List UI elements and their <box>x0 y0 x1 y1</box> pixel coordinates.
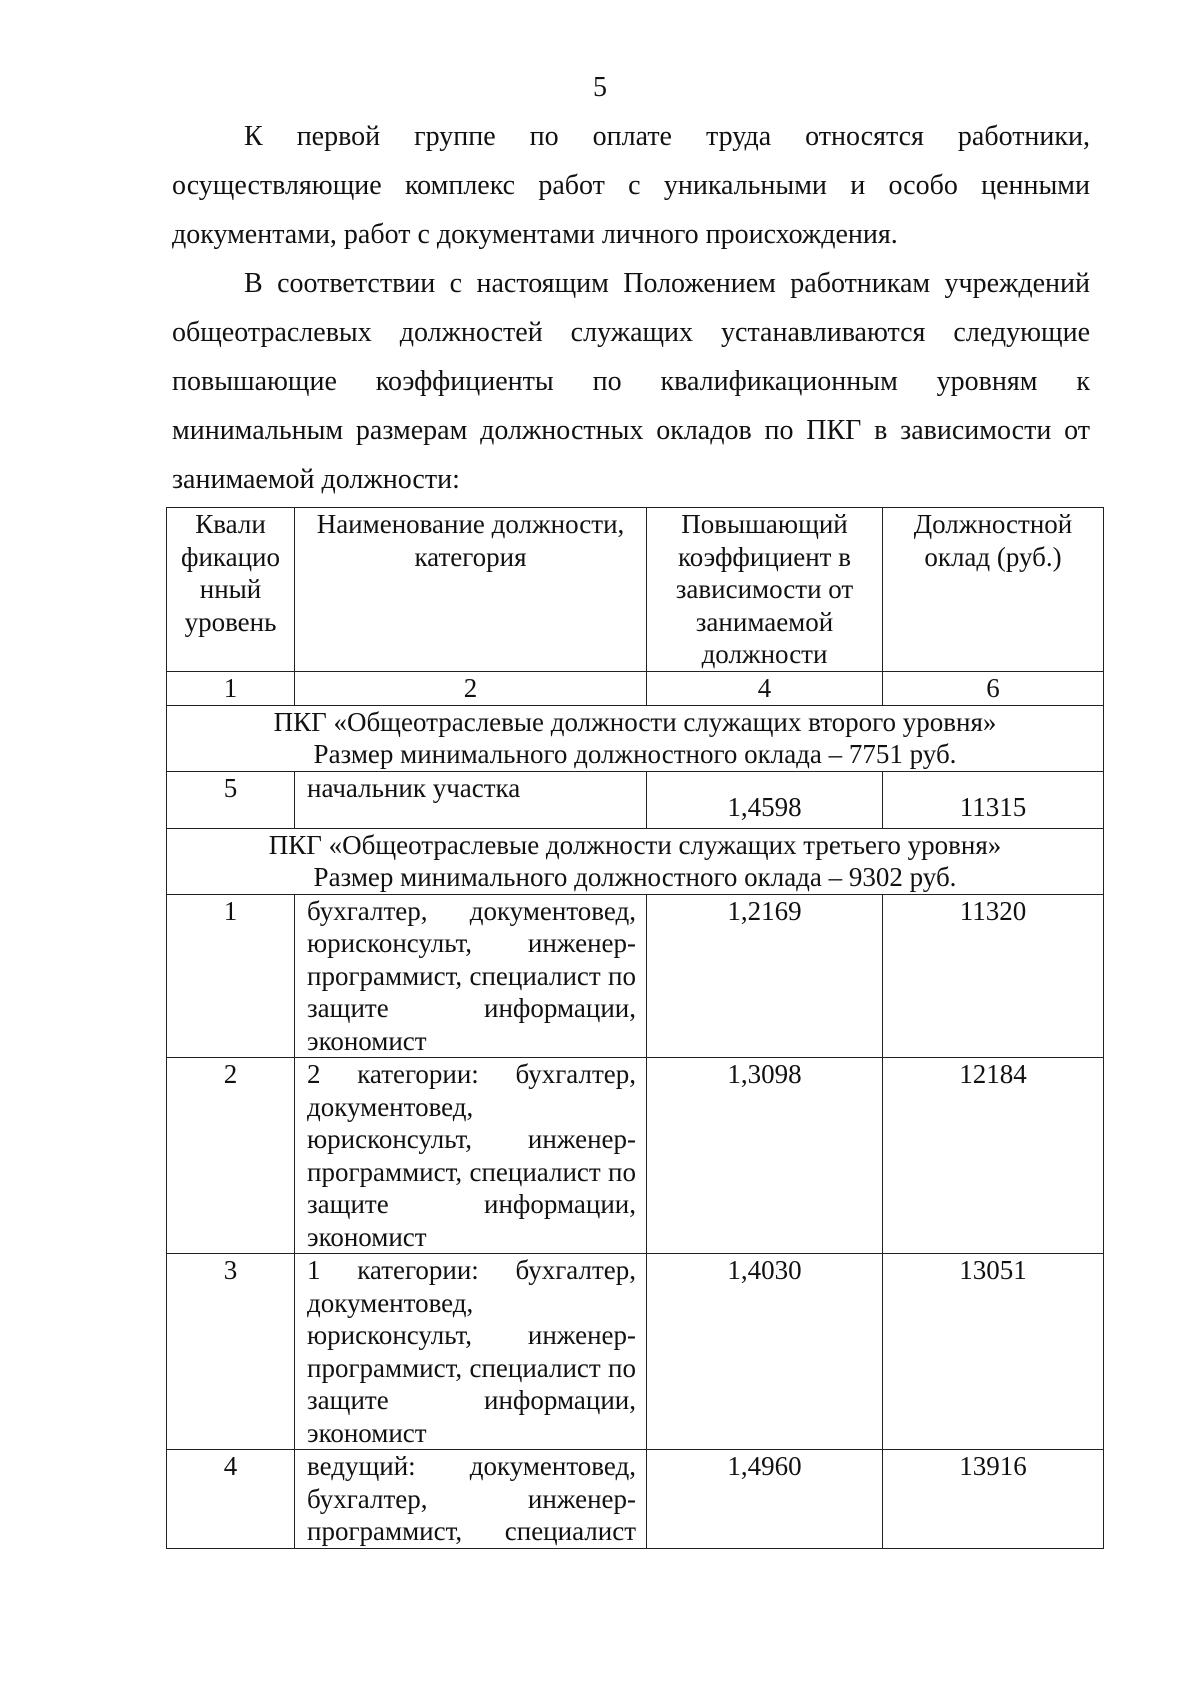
header-salary: Должностной оклад (руб.) <box>883 508 1104 672</box>
cell-level: 3 <box>167 1254 295 1450</box>
cell-coefficient: 1,2169 <box>647 894 883 1058</box>
table-row <box>167 1450 1104 1549</box>
cell-position-name: бухгалтер, документовед, юрисконсульт, инженер-программист, специалист по защите информации, экономист <box>295 894 647 1058</box>
cell-salary: 13916 <box>883 1450 1104 1549</box>
cell-coefficient: 1,4030 <box>647 1254 883 1450</box>
cell-position-name: 1 категории: бухгалтер, документовед, юрисконсульт, инженер-программист, специалист по защите информации, экономист <box>295 1254 647 1450</box>
cell-coefficient: 1,4598 <box>647 771 883 828</box>
cell-coefficient: 1,4960 <box>647 1450 883 1549</box>
cell-salary: 11320 <box>883 894 1104 1058</box>
column-number: 6 <box>883 672 1104 706</box>
column-number-row <box>167 672 1104 706</box>
cell-position-name: 2 категории: бухгалтер, документовед, юрисконсульт, инженер-программист, специалист по защите информации, экономист <box>295 1058 647 1254</box>
column-number: 1 <box>167 672 295 706</box>
paragraph: В соответствии с настоящим Положением работникам учреждений общеотраслевых должностей служащих устанавливаются следующие повышающие коэффициенты по квалификационным уровням к минимальным размерам должностных окладов по ПКГ в зависимости от занимаемой должности: <box>172 268 1090 495</box>
cell-level: 1 <box>167 894 295 1058</box>
group-title: ПКГ «Общеотраслевые должности служащих третьего уровня» <box>268 829 1002 860</box>
cell-coefficient: 1,3098 <box>647 1058 883 1254</box>
cell-salary: 11315 <box>883 771 1104 828</box>
cell-salary: 12184 <box>883 1058 1104 1254</box>
column-number: 4 <box>647 672 883 706</box>
cell-salary: 13051 <box>883 1254 1104 1450</box>
cell-level: 5 <box>167 771 295 828</box>
header-coefficient: Повышающий коэффициент в зависимости от занимаемой должности <box>647 508 883 672</box>
body-text <box>172 112 1090 504</box>
group-min-salary: Размер минимального должностного оклада – 9302 руб. <box>313 862 957 892</box>
salary-coefficient-table <box>166 507 1104 1549</box>
group-header <box>167 705 1104 771</box>
group-header-row <box>167 828 1104 894</box>
group-header <box>167 828 1104 894</box>
cell-level: 2 <box>167 1058 295 1254</box>
table-row <box>167 1058 1104 1254</box>
header-position-name: Наименование должности, категория <box>295 508 647 672</box>
group-min-salary: Размер минимального должностного оклада – 7751 руб. <box>313 739 957 769</box>
group-header-row <box>167 705 1104 771</box>
cell-position-name: ведущий: документовед, бухгалтер, инженер-программист, специалист <box>295 1450 647 1549</box>
header-qualification-level: Квали фикацио нный уровень <box>167 508 295 672</box>
table-header-row <box>167 508 1104 672</box>
page-number: 5 <box>593 72 607 103</box>
cell-level: 4 <box>167 1450 295 1549</box>
column-number: 2 <box>295 672 647 706</box>
paragraph: К первой группе по оплате труда относятся работники, осуществляющие комплекс работ с уникальными и особо ценными документами, работ с документами личного происхождения. <box>172 121 1090 250</box>
table-row <box>167 771 1104 828</box>
group-title: ПКГ «Общеотраслевые должности служащих второго уровня» <box>273 706 997 737</box>
cell-position-name: начальник участка <box>295 771 647 828</box>
table-row <box>167 894 1104 1058</box>
table-row <box>167 1254 1104 1450</box>
